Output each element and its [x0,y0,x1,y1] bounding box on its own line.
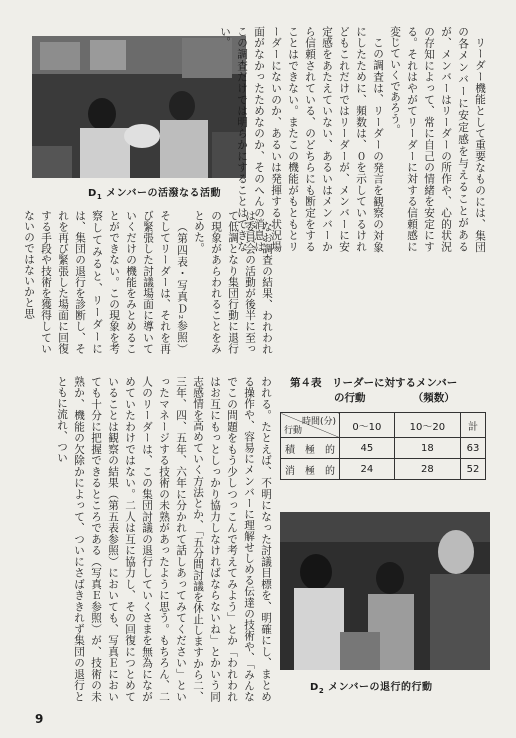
caption-text: メンバーの退行的行動 [328,682,433,693]
cell: 63 [461,438,486,459]
photo-d2-image [280,512,490,670]
page-number: 9 [35,712,44,726]
caption-sub: 1 [96,193,103,201]
table4-title-line2: の行動 （頻数） [334,392,455,404]
caption-sub: 2 [318,687,325,695]
cell: 52 [461,459,486,480]
cell: 28 [394,459,460,480]
row-label: 消 極 的 [281,459,340,480]
caption-prefix: D [88,188,97,199]
top-left-text [23,210,275,354]
top-right-text [219,26,488,252]
bottom-text [30,376,274,702]
row-label: 積 極 的 [281,438,340,459]
paragraph: この調査は、リーダーの発言を観察の対象にしたために、頻数は、０を示しているけれどもこれだけではリーダーが、メンバーに安定感をあたえていない、あるいはメンバーから信頼されている、のどちらにも断定をすることはできない。またこの機能がもともとリーダーにないのか、あるいは発揮する状況場面がなかったためなのか、そのへんの消息はこの調査だけでは明らかにすることはできない。 [219,26,384,252]
paragraph: （第四表・写真Ｄ₂参照）そしてリーダーは、それを再び緊張した討議場面に導いていくだけの機能をみとめることができない。この現象を考察してみると、リーダーには、集団の退行を診断し、それを再び緊張した場面に回復する手段や技術を獲得していないのではないかと思 [23,210,188,354]
header-time: 時間(分) [301,417,336,427]
header-row: 行動 [284,426,303,436]
caption-prefix: D [310,682,319,693]
photo-d1-caption [88,184,221,201]
table4-corner-cell [281,413,340,438]
table4-col-header: 計 [461,413,486,438]
table-row [281,438,486,459]
table-row [281,459,486,480]
table4-col-header: 10～20 [394,413,460,438]
cell: 24 [340,459,395,480]
paragraph: なお調査の結果、われわれは委員会の活動が後半に至って低調となり集団行動に退行の現象があらわれることをみとめた。 [193,210,273,354]
table4-header-row [281,413,486,438]
cell: 18 [394,438,460,459]
photo-d2-caption [310,678,432,695]
photo-d1-image [32,36,246,178]
caption-text: メンバーの活潑なる活動 [106,188,221,199]
table4-title-line1: 第４表 リーダーに対するメンバー [290,377,458,389]
table4 [280,412,486,480]
paragraph: われる。たとえば、不明になった討議目標を、明確にし、まとめる操作や、容易にメンバーに理解せしめる伝達の技術や、「みんなでこの問題をもう少しつっこんで考えてみよう」とか「われわれはお互にもっとしっかり協力しなければならないね」とかいう同志感情を高めていく方法とか、「五分間討議を休止しますから二、三年、四、五年、六年に分かれて話しあってみてください」といったマネージする技術の未熟があったように思う。もちろん、二人のリーダーは、この集団討議の退行していくさまを無為にながめていたわけではない。二人は互に協力し、その回復につとめていることは観察の結果（第五表参照）においても、写真Ｅにおいても十分に把握できるところである（写真Ｅ参照）が、技術の未熟か、機能の欠除かによって、ついにさばききれず集団の退行とともに流れ、つい [56,376,272,702]
table4-title [290,376,457,406]
photo-d2 [280,512,490,670]
table4-col-header: 0～10 [340,413,395,438]
photo-d1 [32,36,246,178]
paragraph: リーダー機能として重要なものには、集団の各メンバーに安定感を与えることがあるが、メンバーはリーダーの所作や、心的状況の存知によって、常に自己の情緒を安定にする。それはやがてリーダーに対する信頼感に変じていくであろう。 [389,26,486,252]
cell: 45 [340,438,395,459]
